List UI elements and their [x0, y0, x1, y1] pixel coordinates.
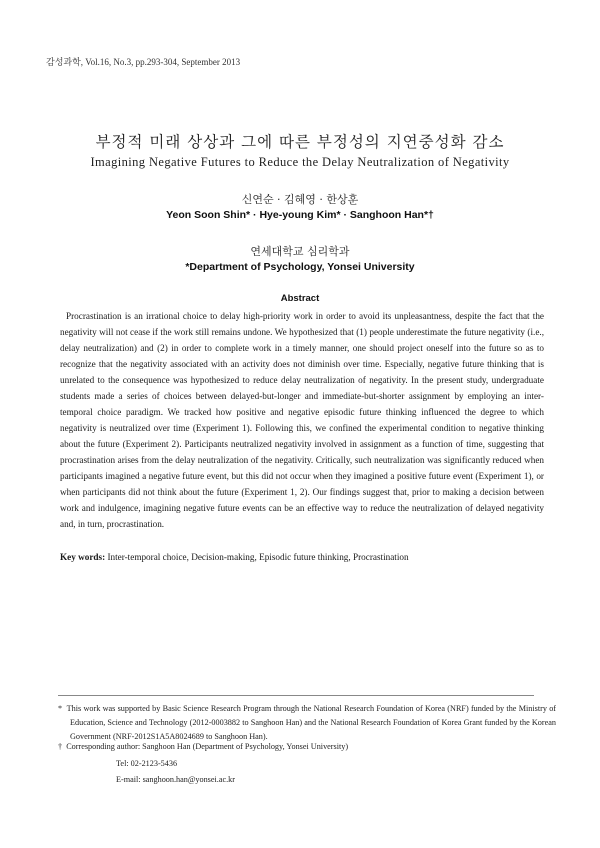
abstract-body: Procrastination is an irrational choice to delay high-priority work in order to avoid its unpleasantness, despite the fact that the negativity will not cease if the work still remains undone. We hypothesized that (1) people underestimate the future negativity (i.e., delay neutralization) and (2) in order to complete work in a timely manner, one should project oneself into the future so as to recognize that the negativity associated with an activity does not diminish over time. Especially, negative future thinking that is unrelated to the consequence was hypothesized to reduce delay neutralization of negativity. In the present study, undergraduate students made a series of choices between delayed-but-longer and immediate-but-shorter assignment by employing an inter-temporal choice paradigm. We tracked how positive and negative episodic future thinking influenced the degree to which negativity is neutralized over time (Experiment 1). Following this, we confined the experimental condition to negative thinking about the future (Experiment 2). Participants neutralized negativity involved in assignment as a function of time, suggesting that procrastination arises from the delay neutralization of the negativity. Critically, such neutralization was significantly reduced when participants imagined a negative future event, but this did not occur when they imagined a positive future event (Experiment 1), or when participants did not think about the future (Experiment 1, 2). Our findings suggest that, prior to making a decision between work and indulgence, imagining negative future events can be an effective way to reduce the neutralization of delayed negativity and, in turn, procrastination. — [60, 311, 544, 529]
corresponding-footnote — [58, 740, 556, 754]
keywords — [60, 549, 544, 565]
corresponding-text: Corresponding author: Sanghoon Han (Department of Psychology, Yonsei University) — [66, 742, 349, 751]
keywords-text: Inter-temporal choice, Decision-making, Episodic future thinking, Procrastination — [107, 552, 409, 562]
korean-authors: 신연순 · 김혜영 · 한상훈 — [241, 193, 359, 206]
funding-text: This work was supported by Basic Science Research Program through the National Research Foundation of Korea (NRF) funded by the Ministry of Education, Science and Technology (2012-0003882 to Sanghoon Han) and the National Research Foundation of Korea Grant funded by the Korean Government (NRF-2012S1A5A8024689 to Sanghoon Han). — [66, 704, 557, 741]
funding-footnote — [58, 702, 556, 744]
journal-citation-header: 감성과학, Vol.16, No.3, pp.293-304, September 2013 — [46, 57, 241, 67]
keywords-label: Key words: — [60, 552, 106, 562]
corresponding-marker: † — [58, 742, 63, 751]
english-authors: Yeon Soon Shin* · Hye-young Kim* · Sanghoon Han*† — [166, 209, 434, 221]
corresponding-email[interactable]: E-mail: sanghoon.han@yonsei.ac.kr — [116, 775, 235, 784]
abstract-heading: Abstract — [280, 293, 320, 304]
footnote-divider — [58, 695, 534, 696]
english-title: Imagining Negative Futures to Reduce the Delay Neutralization of Negativity — [90, 155, 510, 169]
english-affiliation: *Department of Psychology, Yonsei University — [185, 261, 415, 273]
korean-title: 부정적 미래 상상과 그에 따른 부정성의 지연중성화 감소 — [95, 133, 505, 151]
korean-affiliation: 연세대학교 심리학과 — [250, 245, 350, 258]
funding-marker: * — [58, 704, 63, 713]
corresponding-tel: Tel: 02-2123-5436 — [116, 759, 178, 768]
